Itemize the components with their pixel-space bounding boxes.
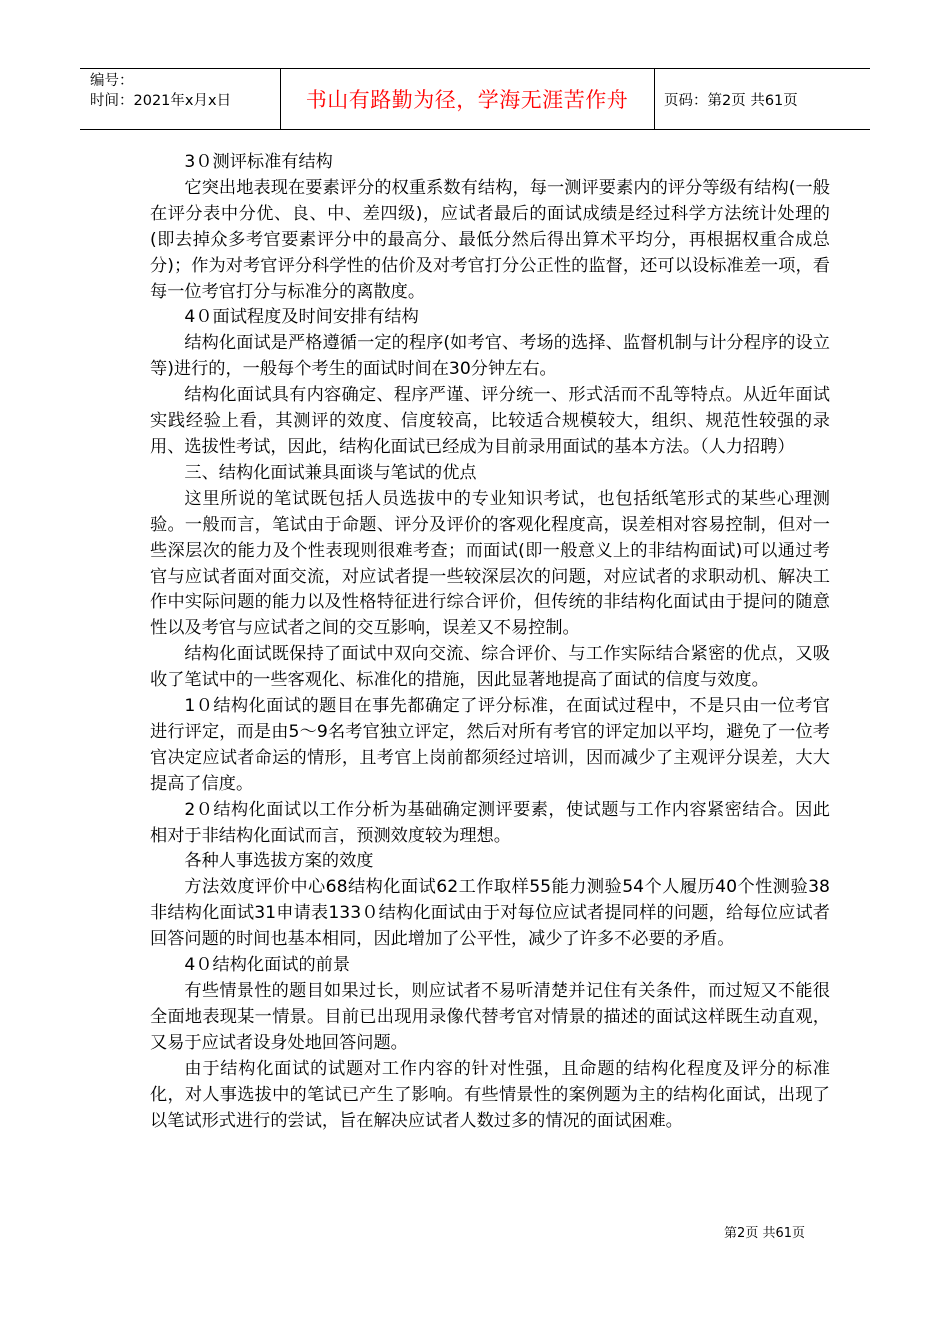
section-heading: 三、结构化面试兼具面谈与笔试的优点 — [184, 462, 477, 483]
document-date: 时间：2021年x月x日 — [90, 93, 232, 109]
paragraph: 4０面试程度及时间安排有结构 — [184, 307, 419, 328]
header-divider-right — [654, 69, 655, 129]
paragraph: 1０结构化面试的题目在事先都确定了评分标准，在面试过程中，不是只由一位考官进行评定，而是由5～9名考官独立评定，然后对所有考官的评定加以平均，避免了一位考官决定应试者命运的情形，且考官上岗前都须经过培训，因而减少了主观评分误差，大大提高了信度。 — [150, 696, 830, 794]
header-page-info: 页码：第2页 共61页 — [664, 92, 798, 109]
paragraph: 它突出地表现在要素评分的权重系数有结构，每一测评要素内的评分等级有结构(一般在评分表中分优、良、中、差四级)，应试者最后的面试成绩是经过科学方法统计处理的(即去掉众多考官要素评分中的最高分、最低分然后得出算术平均分，再根据权重合成总分)；作为对考官评分科学性的估价及对考官打分公正性的监督，还可以设标准差一项，看每一位考官打分与标准分的离散度。 — [150, 177, 830, 302]
header-divider-left — [280, 69, 281, 129]
paragraph: 方法效度评价中心68结构化面试62工作取样55能力测验54个人履历40个性测验38非结构化面试31申请表133０结构化面试由于对每位应试者提同样的问题，给每位应试者回答问题的时间也基本相同，因此增加了公平性，减少了许多不必要的矛盾。 — [150, 877, 830, 950]
paragraph: 结构化面试具有内容确定、程序严谨、评分统一、形式活而不乱等特点。从近年面试实践经验上看，其测评的效度、信度较高，比较适合规模较大，组织、规范性较强的录用、选拔性考试，因此，结构化面试已经成为目前录用面试的基本方法。（人力招聘） — [150, 385, 830, 457]
paragraph: 结构化面试既保持了面试中双向交流、综合评价、与工作实际结合紧密的优点，又吸收了笔试中的一些客观化、标准化的措施，因此显著地提高了面试的信度与效度。 — [150, 644, 830, 691]
paragraph: 2０结构化面试以工作分析为基础确定测评要素，使试题与工作内容紧密结合。因此相对于非结构化面试而言，预测效度较为理想。 — [150, 799, 830, 846]
paragraph: 结构化面试是严格遵循一定的程序(如考官、考场的选择、监督机制与计分程序的设立等)进行的，一般每个考生的面试时间在30分钟左右。 — [150, 333, 830, 380]
paragraph: 由于结构化面试的试题对工作内容的针对性强，且命题的结构化程度及评分的标准化，对人事选拔中的笔试已产生了影响。有些情景性的案例题为主的结构化面试，出现了以笔试形式进行的尝试，旨在解决应试者人数过多的情况的面试困难。 — [150, 1058, 830, 1131]
paragraph: 这里所说的笔试既包括人员选拔中的专业知识考试，也包括纸笔形式的某些心理测验。一般而言，笔试由于命题、评分及评价的客观化程度高，误差相对容易控制，但对一些深层次的能力及个性表现则很难考查；而面试(即一般意义上的非结构面试)可以通过考官与应试者面对面交流，对应试者提一些较深层次的问题，对应试者的求职动机、解决工作中实际问题的能力以及性格特征进行综合评价，但传统的非结构化面试由于提问的随意性以及考官与应试者之间的交互影响，误差又不易控制。 — [150, 488, 830, 639]
paragraph: 3０测评标准有结构 — [184, 152, 333, 172]
page-footer: 第2页 共61页 — [724, 1226, 805, 1241]
page-header — [80, 68, 870, 130]
document-number: 编号： — [90, 73, 134, 89]
document-body — [150, 150, 830, 1134]
paragraph: 4０结构化面试的前景 — [184, 955, 351, 976]
header-meta — [90, 71, 280, 111]
paragraph: 各种人事选拔方案的效度 — [184, 851, 374, 872]
paragraph: 有些情景性的题目如果过长，则应试者不易听清楚并记住有关条件，而过短又不能很全面地表现某一情景。目前已出现用录像代替考官对情景的描述的面试这样既生动直观，又易于应试者设身处地回答问题。 — [150, 981, 830, 1053]
header-motto: 书山有路勤为径，学海无涯苦作舟 — [305, 88, 629, 112]
